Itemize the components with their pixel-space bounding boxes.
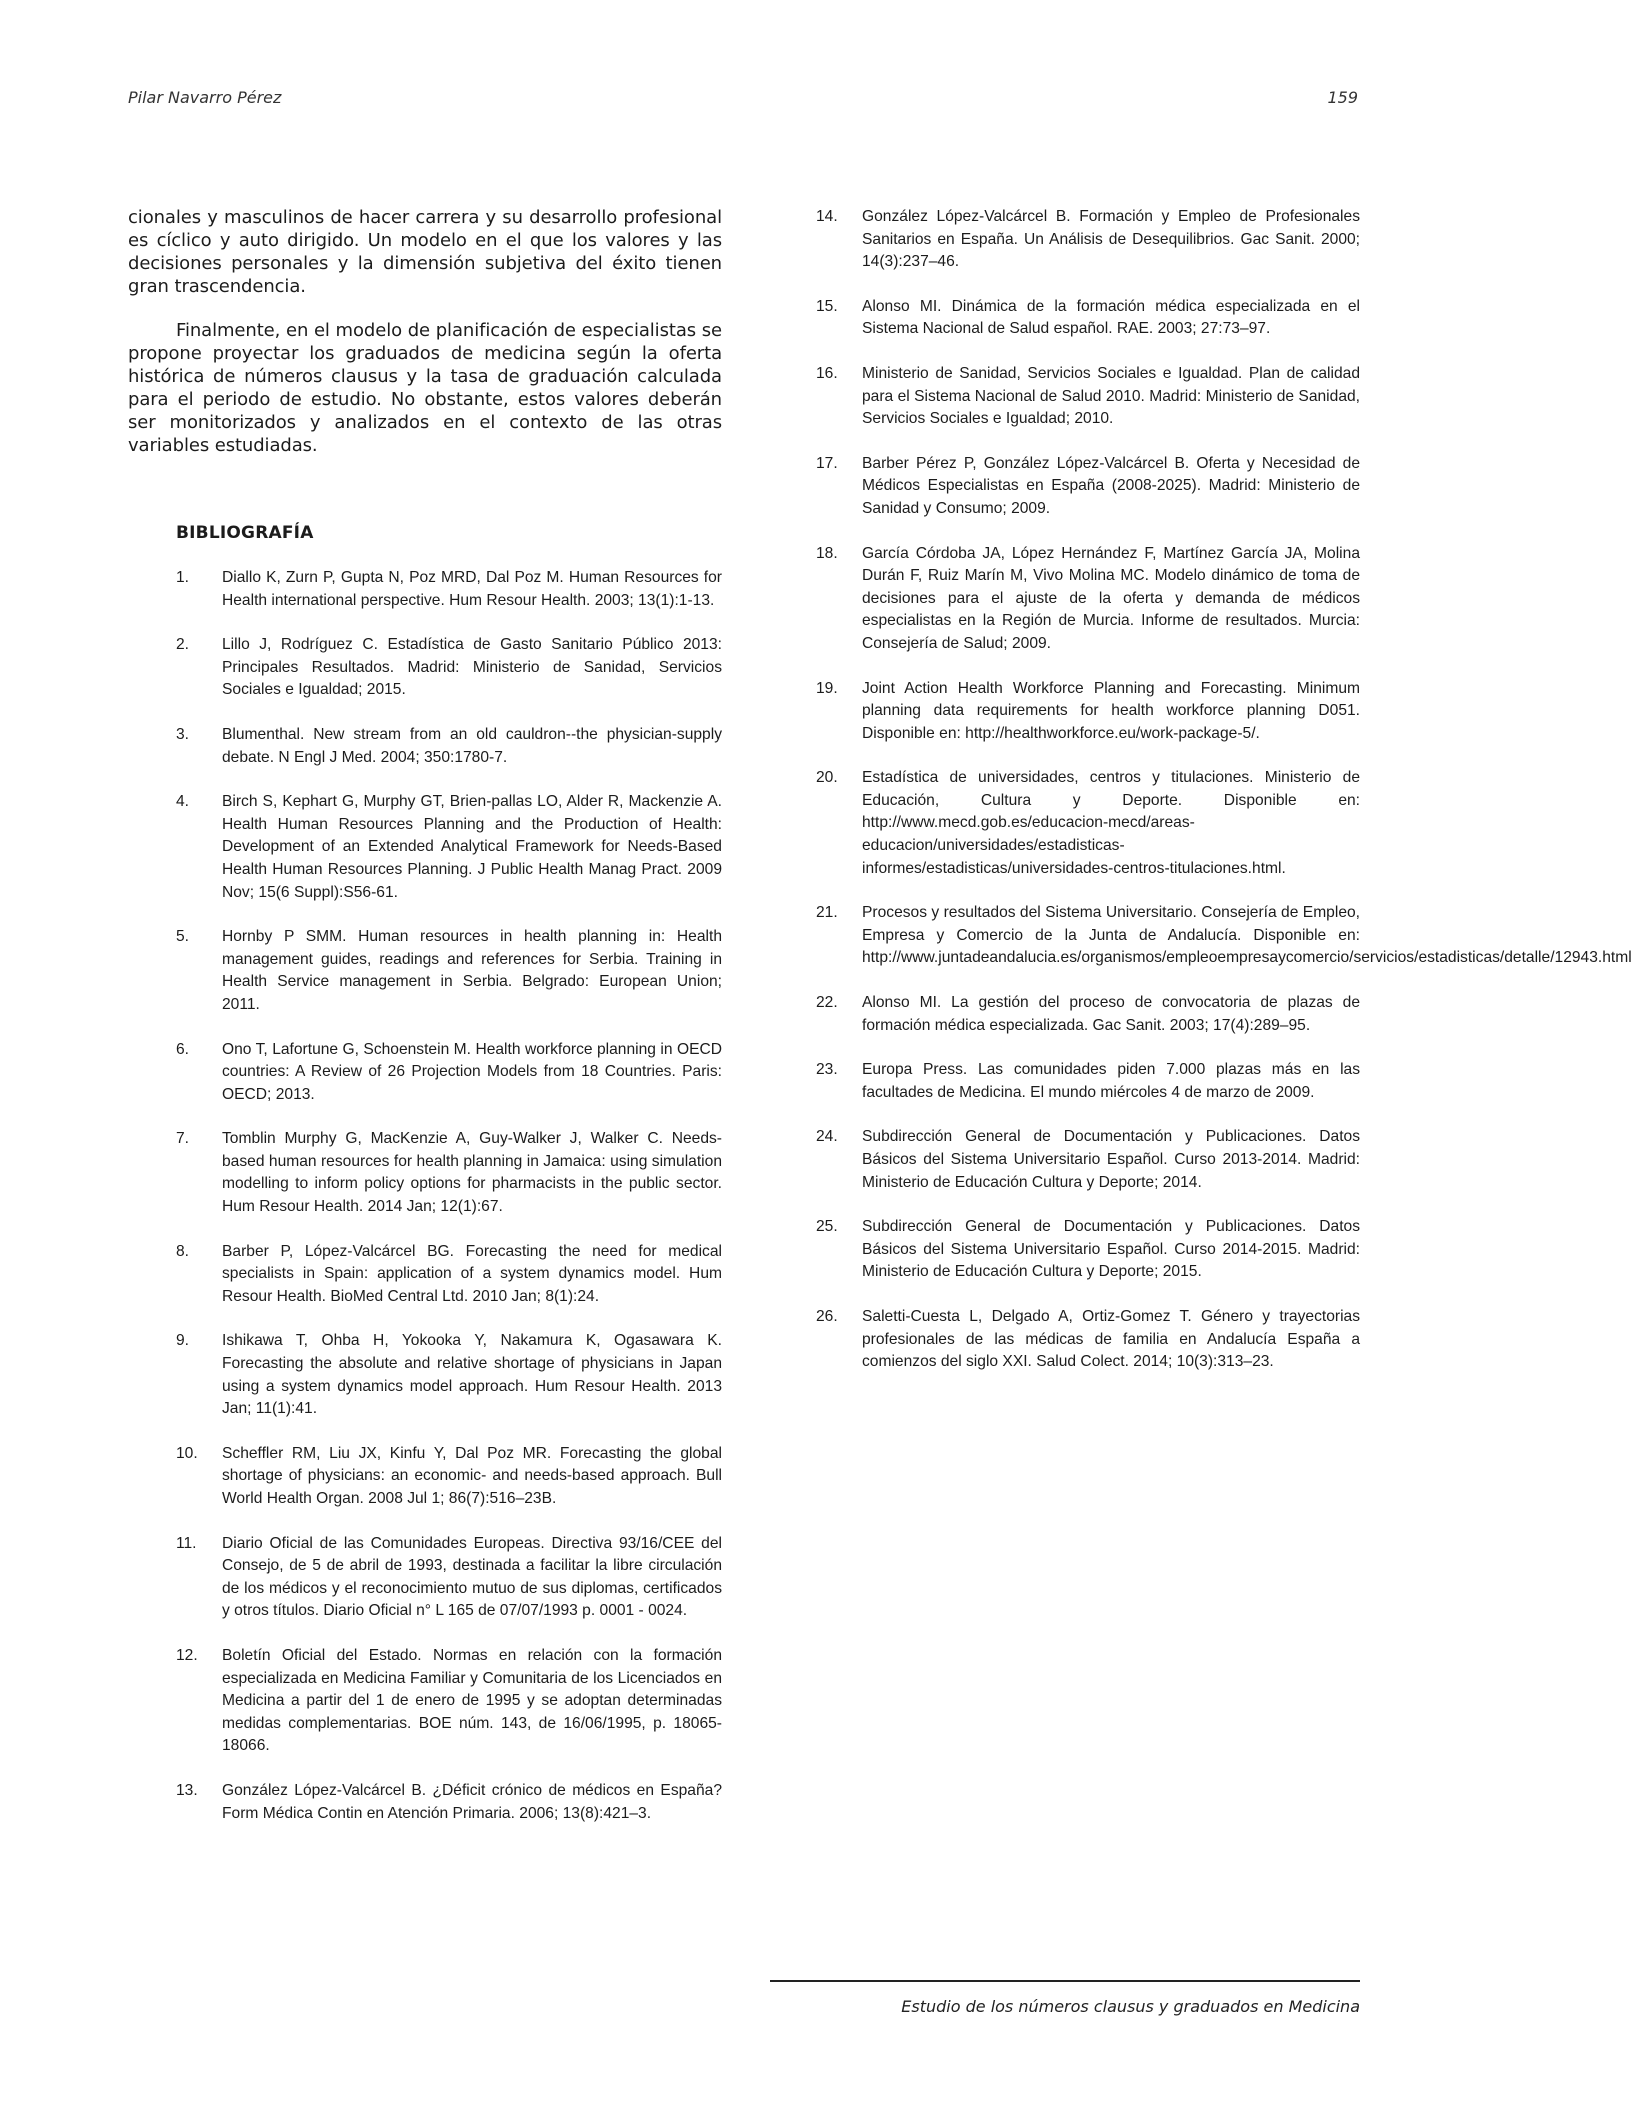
reference-number: 18. xyxy=(816,544,838,562)
reference-item xyxy=(176,1533,722,1623)
reference-item xyxy=(176,634,722,702)
bibliography-heading: BIBLIOGRAFÍA xyxy=(176,523,314,543)
reference-number: 25. xyxy=(816,1218,838,1236)
reference-number: 26. xyxy=(816,1307,838,1325)
reference-item xyxy=(176,926,722,1016)
reference-number: 12. xyxy=(176,1646,198,1664)
reference-list-left xyxy=(176,567,722,1825)
reference-text: Subdirección General de Documentación y Publicaciones. Datos Básicos del Sistema Universitario Español. Curso 2014-2015. Madrid: Ministerio de Educación Cultura y Deporte; 2015. xyxy=(862,1218,1360,1281)
reference-text: Procesos y resultados del Sistema Universitario. Consejería de Empleo, Empresa y Comercio de la Junta de Andalucía. Disponible en: http://www.juntadeandalucia.es/organismos/empleoempresaycomercio/servicios/estadisticas/detalle/12943.html xyxy=(862,904,1632,967)
reference-text: Scheffler RM, Liu JX, Kinfu Y, Dal Poz MR. Forecasting the global shortage of physicians: an economic- and needs-based approach. Bull World Health Organ. 2008 Jul 1; 86(7):516–23B. xyxy=(222,1444,722,1507)
reference-text: González López-Valcárcel B. ¿Déficit crónico de médicos en España? Form Médica Contin en Atención Primaria. 2006; 13(8):421–3. xyxy=(222,1781,722,1822)
reference-item xyxy=(176,1780,722,1825)
reference-text: Birch S, Kephart G, Murphy GT, Brien-pallas LO, Alder R, Mackenzie A. Health Human Resources Planning and the Production of Health: Development of an Extended Analytical Framework for Needs-Based Health Human Resources Planning. J Public Health Manag Pract. 2009 Nov; 15(6 Suppl):S56-61. xyxy=(222,793,722,901)
reference-item xyxy=(176,724,722,769)
reference-text: Ono T, Lafortune G, Schoenstein M. Health workforce planning in OECD countries: A Review of 26 Projection Models from 18 Countries. Paris: OECD; 2013. xyxy=(222,1040,722,1103)
reference-number: 20. xyxy=(816,769,838,787)
reference-text: Barber Pérez P, González López-Valcárcel B. Oferta y Necesidad de Médicos Especialistas en España (2008-2025). Madrid: Ministerio de Sanidad y Consumo; 2009. xyxy=(862,454,1360,517)
reference-text: Ministerio de Sanidad, Servicios Sociales e Igualdad. Plan de calidad para el Sistema Nacional de Salud 2010. Madrid: Ministerio de Sanidad, Servicios Sociales e Igualdad; 2010. xyxy=(862,364,1360,428)
reference-item xyxy=(816,1216,1360,1284)
reference-number: 16. xyxy=(816,364,838,382)
reference-text: Subdirección General de Documentación y Publicaciones. Datos Básicos del Sistema Universitario Español. Curso 2013-2014. Madrid: Ministerio de Educación Cultura y Deporte; 2014. xyxy=(862,1128,1360,1191)
reference-number: 7. xyxy=(176,1130,190,1148)
reference-number: 2. xyxy=(176,636,190,654)
reference-item xyxy=(816,767,1360,880)
reference-item xyxy=(816,296,1360,341)
reference-item xyxy=(176,1039,722,1107)
reference-text: Tomblin Murphy G, MacKenzie A, Guy-Walker J, Walker C. Needs-based human resources for health planning in Jamaica: using simulation modelling to inform policy options for pharmacists in the public sector. Hum Resour Health. 2014 Jan; 12(1):67. xyxy=(222,1130,722,1216)
reference-number: 10. xyxy=(176,1444,198,1462)
reference-text: Ishikawa T, Ohba H, Yokooka Y, Nakamura K, Ogasawara K. Forecasting the absolute and relative shortage of physicians in Japan using a system dynamics model approach. Hum Resour Health. 2013 Jan; 11(1):41. xyxy=(222,1332,722,1418)
reference-text: Lillo J, Rodríguez C. Estadística de Gasto Sanitario Público 2013: Principales Resultados. Madrid: Ministerio de Sanidad, Servicios Sociales e Igualdad; 2015. xyxy=(222,636,722,699)
reference-item xyxy=(816,1059,1360,1104)
body-paragraph: cionales y masculinos de hacer carrera y su desarrollo profesional es cíclico y auto dirigido. Un modelo en el que los valores y las decisiones personales y la dimensión subjetiva del éxito tienen gran trascendencia. xyxy=(128,207,722,297)
reference-item xyxy=(176,1330,722,1420)
reference-number: 22. xyxy=(816,994,838,1012)
reference-item xyxy=(176,1241,722,1309)
running-head xyxy=(128,88,1358,114)
reference-item xyxy=(176,1443,722,1511)
reference-item xyxy=(816,453,1360,521)
reference-item xyxy=(816,992,1360,1037)
reference-number: 8. xyxy=(176,1242,190,1260)
running-head-author: Pilar Navarro Pérez xyxy=(128,88,282,107)
reference-number: 24. xyxy=(816,1128,838,1146)
reference-number: 5. xyxy=(176,928,190,946)
reference-number: 19. xyxy=(816,679,838,697)
reference-text: Hornby P SMM. Human resources in health planning in: Health management guides, readings and references for Serbia. Training in Health Service management in Serbia. Belgrado: European Union; 2011. xyxy=(222,928,722,1013)
reference-item xyxy=(816,678,1360,746)
reference-text: García Córdoba JA, López Hernández F, Martínez García JA, Molina Durán F, Ruiz Marín M, Vivo Molina MC. Modelo dinámico de toma de decisiones para el ajuste de la oferta y demanda de médicos especialistas en la Región de Murcia. Informe de resultados. Murcia: Consejería de Salud; 2009. xyxy=(862,544,1360,652)
reference-item xyxy=(176,791,722,904)
page-number: 159 xyxy=(1327,88,1358,107)
left-column xyxy=(128,206,722,1847)
reference-number: 13. xyxy=(176,1781,198,1799)
reference-text: Blumenthal. New stream from an old cauldron--the physician-supply debate. N Engl J Med. 2004; 350:1780-7. xyxy=(222,725,722,766)
reference-number: 14. xyxy=(816,208,838,225)
reference-text: Alonso MI. Dinámica de la formación médica especializada en el Sistema Nacional de Salud español. RAE. 2003; 27:73–97. xyxy=(862,297,1360,338)
reference-number: 9. xyxy=(176,1332,190,1350)
reference-number: 1. xyxy=(176,569,190,586)
reference-item xyxy=(816,902,1632,970)
reference-number: 4. xyxy=(176,793,190,811)
reference-text: Joint Action Health Workforce Planning and Forecasting. Minimum planning data requirements for health workforce planning D051. Disponible en: http://healthworkforce.eu/work-package-5/. xyxy=(862,679,1360,742)
reference-text: González López-Valcárcel B. Formación y Empleo de Profesionales Sanitarios en España. Un Análisis de Desequilibrios. Gac Sanit. 2000; 14(3):237–46. xyxy=(862,208,1360,271)
reference-list-right xyxy=(816,206,1632,1374)
reference-item xyxy=(816,1126,1360,1194)
reference-text: Boletín Oficial del Estado. Normas en relación con la formación especializada en Medicina Familiar y Comunitaria de los Licenciados en Medicina a partir del 1 de enero de 1995 y se adoptan determinadas medidas complementarias. BOE núm. 143, de 16/06/1995, p. 18065-18066. xyxy=(222,1646,722,1755)
reference-item xyxy=(176,567,722,612)
reference-number: 23. xyxy=(816,1061,838,1079)
footer-rule xyxy=(770,1980,1360,1982)
reference-item xyxy=(816,1306,1360,1374)
reference-number: 15. xyxy=(816,297,838,315)
reference-text: Diario Oficial de las Comunidades Europeas. Directiva 93/16/CEE del Consejo, de 5 de abril de 1993, destinada a facilitar la libre circulación de los médicos y el reconocimiento mutuo de sus diplomas, certificados y otros títulos. Diario Oficial n° L 165 de 07/07/1993 p. 0001 - 0024. xyxy=(222,1534,722,1620)
reference-item xyxy=(816,363,1360,431)
reference-number: 6. xyxy=(176,1040,190,1058)
reference-text: Diallo K, Zurn P, Gupta N, Poz MRD, Dal Poz M. Human Resources for Health international perspective. Hum Resour Health. 2003; 13(1):1-13. xyxy=(222,569,722,609)
reference-item xyxy=(816,206,1360,274)
reference-text: Barber P, López-Valcárcel BG. Forecasting the need for medical specialists in Spain: application of a system dynamics model. Hum Resour Health. BioMed Central Ltd. 2010 Jan; 8(1):24. xyxy=(222,1242,722,1305)
reference-item xyxy=(176,1128,722,1218)
reference-number: 21. xyxy=(816,904,838,922)
reference-text: Estadística de universidades, centros y titulaciones. Ministerio de Educación, Cultura y Deporte. Disponible en: http://www.mecd.gob.es/educacion-mecd/areas-educacion/universidades/estadisticas-informes/estadisticas/universidades-centros-titulaciones.html. xyxy=(862,769,1360,877)
right-column xyxy=(816,206,1632,1396)
body-paragraph: Finalmente, en el modelo de planificación de especialistas se propone proyectar los graduados de medicina según la oferta histórica de números clausus y la tasa de graduación calculada para el periodo de estudio. No obstante, estos valores deberán ser monitorizados y analizados en el contexto de las otras variables estudiadas. xyxy=(128,320,722,456)
reference-number: 17. xyxy=(816,454,838,472)
footer-journal-title: Estudio de los números clausus y graduados en Medicina xyxy=(901,1997,1360,2016)
reference-number: 3. xyxy=(176,725,190,743)
reference-number: 11. xyxy=(176,1534,197,1552)
reference-text: Alonso MI. La gestión del proceso de convocatoria de plazas de formación médica especializada. Gac Sanit. 2003; 17(4):289–95. xyxy=(862,994,1360,1034)
reference-text: Saletti-Cuesta L, Delgado A, Ortiz-Gomez T. Género y trayectorias profesionales de las médicas de familia en Andalucía España a comienzos del siglo XXI. Salud Colect. 2014; 10(3):313–23. xyxy=(862,1307,1360,1371)
reference-item xyxy=(816,543,1360,656)
reference-item xyxy=(176,1645,722,1758)
reference-text: Europa Press. Las comunidades piden 7.000 plazas más en las facultades de Medicina. El mundo miércoles 4 de marzo de 2009. xyxy=(862,1061,1360,1101)
